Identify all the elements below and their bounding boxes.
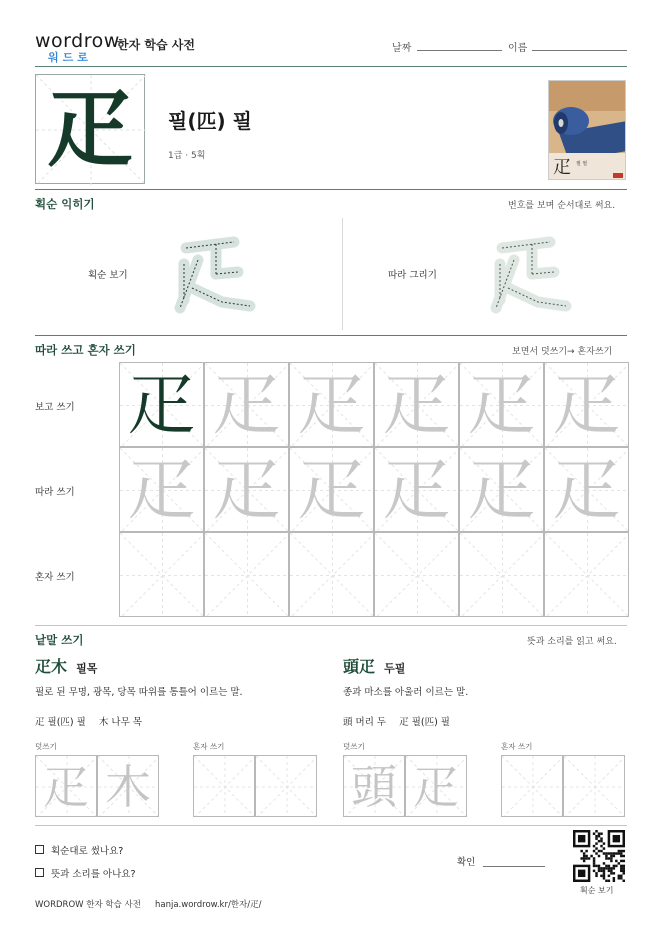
word-hanja: 疋木 [35,657,68,676]
qr-pattern [573,830,625,882]
cell-character: 木 [105,760,151,814]
stroke-trace-label: 따라 그리기 [388,270,437,281]
part-text: 머리 두 [355,717,387,728]
word-entry-2 [343,654,633,677]
top-card-rule [35,189,627,190]
confirm-label: 확인 [457,857,476,868]
photo-caption: 필 필 [576,161,588,167]
cell-character: 疋 [212,366,281,445]
cell-character: 頭 [351,760,397,814]
word-alone-cell[interactable] [193,755,255,817]
cell-character: 疋 [297,451,366,530]
character-photo [548,80,626,180]
cell-character: 疋 [127,451,196,530]
part-char: 木 [98,717,109,728]
trace-label: 덧쓰기 [343,742,365,751]
word-entry-1 [35,654,325,677]
words-section-title: 낱말 쓰기 [35,633,84,647]
cell-character: 疋 [382,451,451,530]
practice-cell[interactable] [204,447,289,532]
stroke-section-rule [35,335,627,336]
words-section-note: 뜻과 소리를 읽고 써요. [527,637,617,647]
word-reading: 필목 [76,662,98,675]
cell-character: 疋 [127,366,196,445]
word-trace-cell[interactable] [97,755,159,817]
practice-cell[interactable] [119,362,204,447]
part-char: 疋 [399,717,409,728]
checkbox-stroke-order[interactable] [35,845,44,854]
stroke-order-diagram [162,230,257,315]
row-label-alone: 혼자 쓰기 [35,572,75,583]
practice-cell[interactable] [544,532,629,617]
stroke-view-label: 획순 보기 [88,270,128,281]
stroke-section-note: 번호를 보며 순서대로 써요. [508,201,616,211]
main-character: 疋 [47,78,133,179]
character-reading: 필(匹) 필 [168,109,252,133]
cell-character: 疋 [467,451,536,530]
alone-label: 혼자 쓰기 [193,742,225,751]
confirm-field[interactable] [483,866,545,867]
word-trace-cell[interactable] [35,755,97,817]
part-char: 疋 [35,717,45,728]
word-reading: 두필 [384,662,406,675]
word-alone-cell[interactable] [255,755,317,817]
practice-cell[interactable] [289,532,374,617]
checkbox-meaning[interactable] [35,868,44,877]
row-label-see: 보고 쓰기 [35,402,75,413]
part-text: 나무 목 [111,717,142,728]
practice-cell[interactable] [374,362,459,447]
date-label: 날짜 [392,43,412,54]
practice-cell[interactable] [204,532,289,617]
part-char: 頭 [343,717,353,728]
practice-cell[interactable] [289,447,374,532]
qr-code[interactable] [573,830,625,882]
header-title: 한자 학습 사전 [117,38,195,52]
logo[interactable] [35,30,120,64]
word-trace-cell[interactable] [343,755,405,817]
stroke-divider [342,218,343,330]
practice-cell[interactable] [374,447,459,532]
practice-cell[interactable] [544,447,629,532]
character-meta: 1급 · 5획 [168,151,206,161]
cell-character: 疋 [212,451,281,530]
cell-character: 疋 [297,366,366,445]
date-field[interactable] [417,50,502,51]
practice-cell[interactable] [374,532,459,617]
checklist-item-2: 뜻과 소리를 아나요? [51,869,136,880]
word-definition: 종과 마소를 아울러 이르는 말. [343,687,469,698]
word-alone-cell[interactable] [501,755,563,817]
cell-character: 疋 [552,366,621,445]
cell-character: 疋 [43,760,89,814]
practice-cell[interactable] [119,447,204,532]
practice-section-title: 따라 쓰고 혼자 쓰기 [35,343,136,357]
logo-wordmark: wordrow [35,30,120,52]
row-label-trace: 따라 쓰기 [35,487,75,498]
words-section-rule [35,825,627,826]
cell-character: 疋 [413,760,459,814]
main-character-box [35,74,145,184]
word-alone-cell[interactable] [563,755,625,817]
practice-section-rule [35,625,627,626]
practice-cell[interactable] [119,532,204,617]
stroke-section-title: 획순 익히기 [35,197,95,211]
trace-label: 덧쓰기 [35,742,57,751]
word-trace-cell[interactable] [405,755,467,817]
alone-label: 혼자 쓰기 [501,742,533,751]
word-parts [35,714,142,728]
footer-url[interactable]: hanja.wordrow.kr/한자/疋/ [155,900,262,910]
cell-character: 疋 [382,366,451,445]
word-definition: 필로 된 무명, 광목, 당목 따위를 통틀어 이르는 말. [35,687,243,698]
cell-character: 疋 [552,451,621,530]
practice-cell[interactable] [459,362,544,447]
practice-cell[interactable] [459,447,544,532]
practice-cell[interactable] [544,362,629,447]
practice-cell[interactable] [289,362,374,447]
photo-glyph: 疋 [553,157,571,178]
name-field[interactable] [532,50,627,51]
practice-section-note: 보면서 덧쓰기→ 혼자쓰기 [512,347,613,357]
logo-korean: 워드로 [48,51,92,64]
stroke-trace-diagram[interactable] [478,230,573,315]
word-hanja: 頭疋 [343,657,376,676]
name-label: 이름 [508,43,528,54]
practice-cell[interactable] [459,532,544,617]
practice-cell[interactable] [204,362,289,447]
part-text: 필(匹) 필 [47,717,86,728]
word-parts [343,714,450,728]
cell-character: 疋 [467,366,536,445]
qr-label: 획순 보기 [580,886,614,895]
header-rule [35,66,627,67]
footer-brand: WORDROW 한자 학습 사전 [35,900,141,910]
part-text: 필(匹) 필 [411,717,450,728]
checklist-item-1: 획순대로 썼나요? [51,846,124,857]
